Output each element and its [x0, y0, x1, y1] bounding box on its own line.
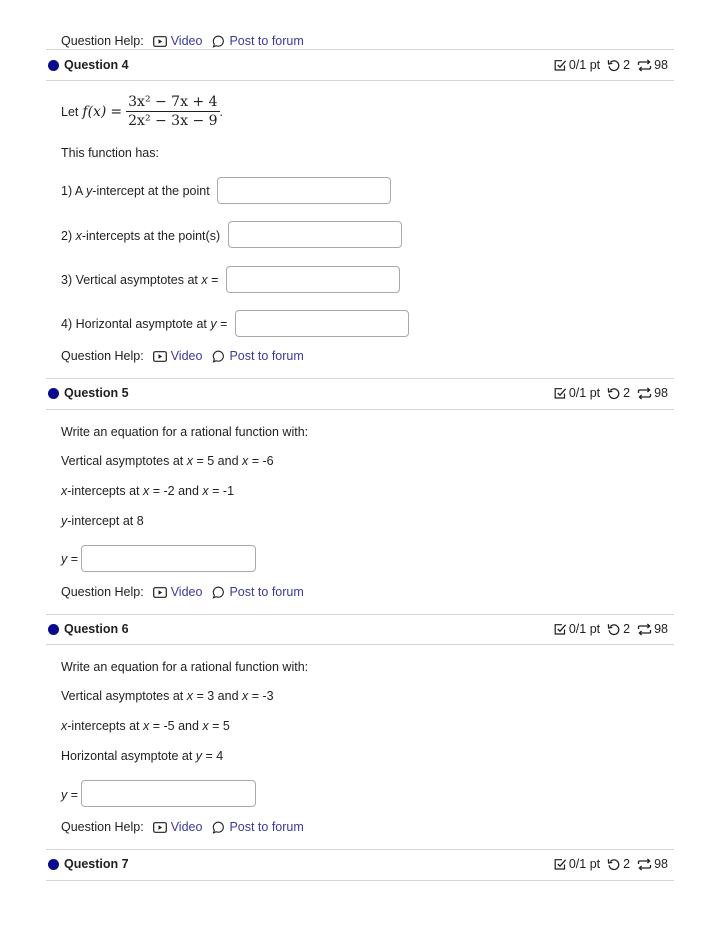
part-2-label: 2) x-intercepts at the point(s) — [61, 229, 221, 243]
y-intercept-text: y-intercept at 8 — [61, 514, 144, 528]
speech-bubble-icon — [212, 821, 225, 834]
intro-text: This function has: — [61, 146, 159, 160]
post-to-forum-link[interactable]: Post to forum — [212, 349, 303, 363]
video-icon — [153, 587, 167, 598]
retries: 2 — [607, 857, 630, 871]
status-dot-icon — [48, 624, 59, 635]
function-definition: Let f(x) = $\frac{\text{3x² − 7x + 4}}{\text{2x² − 3x − 9}}$ . — [61, 94, 224, 129]
post-to-forum-link[interactable]: Post to forum — [212, 820, 303, 834]
video-link[interactable]: Video — [153, 585, 203, 599]
part-1-label: 1) A y-intercept at the point — [61, 184, 210, 198]
question-meta — [547, 58, 668, 72]
retry-icon — [607, 858, 621, 871]
divider — [46, 409, 674, 410]
answer-label: y = — [61, 552, 79, 566]
divider — [46, 49, 674, 50]
post-to-forum-link[interactable]: Post to forum — [212, 34, 303, 48]
checkbox-check-icon — [554, 858, 567, 871]
question-meta — [547, 622, 668, 636]
video-link[interactable]: Video — [153, 34, 203, 48]
divider — [46, 614, 674, 615]
checkbox-check-icon — [554, 387, 567, 400]
attempts: 98 — [637, 857, 668, 871]
retries: 2 — [607, 58, 630, 72]
repeat-icon — [637, 858, 652, 871]
checkbox-check-icon — [554, 623, 567, 636]
video-icon — [153, 36, 167, 47]
score: 0/1 pt — [554, 58, 600, 72]
divider — [46, 849, 674, 850]
retry-icon — [607, 59, 621, 72]
divider — [46, 880, 674, 881]
question-help-label: Question Help: — [61, 585, 144, 599]
question-meta — [547, 386, 668, 400]
horizontal-asymptote-text: Horizontal asymptote at y = 4 — [61, 749, 224, 763]
question-help-q3 — [61, 34, 304, 48]
status-dot-icon — [48, 60, 59, 71]
status-dot-icon — [48, 859, 59, 870]
question-help-q5 — [61, 585, 304, 599]
answer-input[interactable] — [81, 780, 256, 807]
vertical-asymptotes-input[interactable] — [226, 266, 400, 293]
video-link[interactable]: Video — [153, 349, 203, 363]
checkbox-check-icon — [554, 59, 567, 72]
repeat-icon — [637, 623, 652, 636]
intro-text: Write an equation for a rational function with: — [61, 660, 309, 674]
divider — [46, 644, 674, 645]
part-3-label: 3) Vertical asymptotes at x = — [61, 273, 219, 287]
score: 0/1 pt — [554, 386, 600, 400]
question-title: Question 5 — [64, 386, 129, 400]
retries: 2 — [607, 622, 630, 636]
video-link[interactable]: Video — [153, 820, 203, 834]
part-4-label: 4) Horizontal asymptote at y = — [61, 317, 228, 331]
answer-label: y = — [61, 788, 79, 802]
numerator: 3x² − 7x + 4 — [128, 94, 218, 110]
question-header-q6 — [48, 621, 668, 637]
repeat-icon — [637, 59, 652, 72]
attempts: 98 — [637, 58, 668, 72]
retries: 2 — [607, 386, 630, 400]
x-intercepts-input[interactable] — [228, 221, 402, 248]
y-intercept-input[interactable] — [217, 177, 391, 204]
question-header-q7 — [48, 856, 668, 872]
question-title: Question 6 — [64, 622, 129, 636]
speech-bubble-icon — [212, 350, 225, 363]
video-icon — [153, 822, 167, 833]
x-intercepts-text: x-intercepts at x = -2 and x = -1 — [61, 484, 235, 498]
video-icon — [153, 351, 167, 362]
attempts: 98 — [637, 622, 668, 636]
horizontal-asymptote-input[interactable] — [235, 310, 409, 337]
answer-input[interactable] — [81, 545, 256, 572]
question-help-label: Question Help: — [61, 34, 144, 48]
status-dot-icon — [48, 388, 59, 399]
score: 0/1 pt — [554, 857, 600, 871]
question-header-q5 — [48, 385, 668, 401]
question-help-q6 — [61, 820, 304, 834]
question-title: Question 4 — [64, 58, 129, 72]
question-help-label: Question Help: — [61, 820, 144, 834]
vertical-asymptotes-text: Vertical asymptotes at x = 3 and x = -3 — [61, 689, 274, 703]
retry-icon — [607, 623, 621, 636]
intro-text: Write an equation for a rational function with: — [61, 425, 309, 439]
divider — [46, 80, 674, 81]
question-help-q4 — [61, 349, 304, 363]
question-title: Question 7 — [64, 857, 129, 871]
vertical-asymptotes-text: Vertical asymptotes at x = 5 and x = -6 — [61, 454, 274, 468]
divider — [46, 378, 674, 379]
speech-bubble-icon — [212, 586, 225, 599]
speech-bubble-icon — [212, 35, 225, 48]
retry-icon — [607, 387, 621, 400]
score: 0/1 pt — [554, 622, 600, 636]
attempts: 98 — [637, 386, 668, 400]
question-meta — [547, 857, 668, 871]
question-header-q4 — [48, 57, 668, 73]
question-help-label: Question Help: — [61, 349, 144, 363]
denominator: 2x² − 3x − 9 — [128, 113, 218, 129]
repeat-icon — [637, 387, 652, 400]
post-to-forum-link[interactable]: Post to forum — [212, 585, 303, 599]
x-intercepts-text: x-intercepts at x = -5 and x = 5 — [61, 719, 230, 733]
rational-fraction — [126, 94, 219, 129]
